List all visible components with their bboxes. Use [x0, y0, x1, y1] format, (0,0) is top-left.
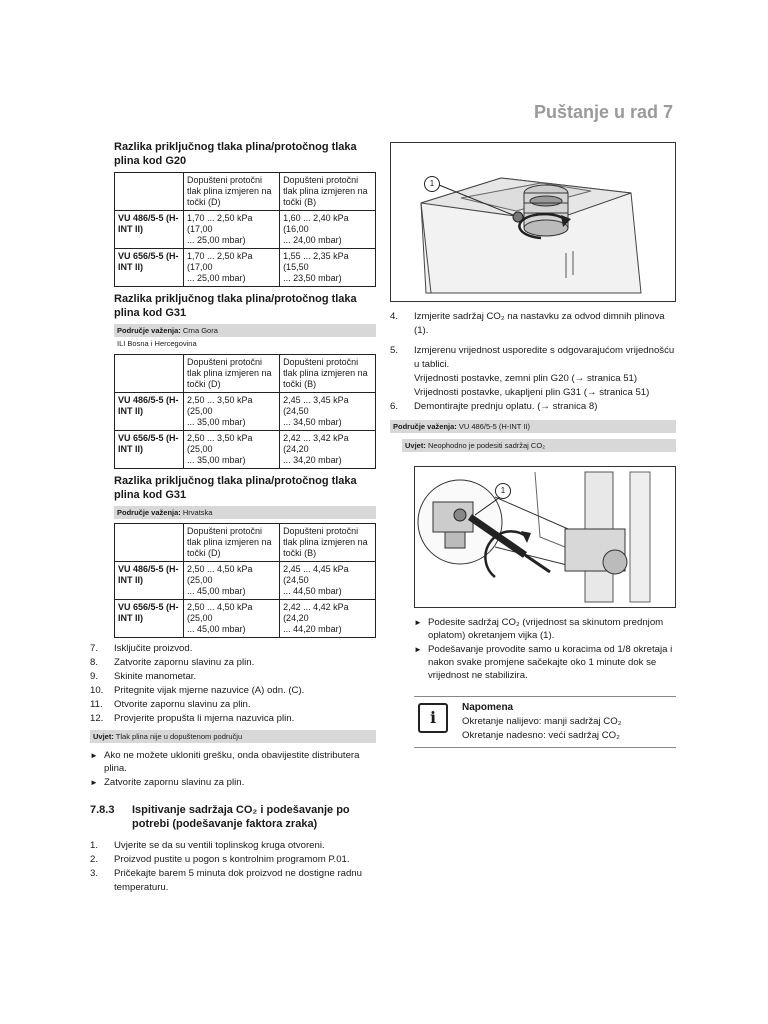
- table-corner: [115, 173, 184, 211]
- action-list: [414, 616, 676, 682]
- row-header: VU 656/5-5 (H-INT II): [115, 249, 184, 287]
- table-row: [115, 562, 376, 600]
- row-header: VU 486/5-5 (H-INT II): [115, 393, 184, 431]
- callout-marker: 1: [424, 176, 440, 192]
- note-content: [462, 701, 621, 743]
- steps-list: [390, 310, 676, 414]
- right-column: [390, 142, 676, 748]
- list-item: ► Zatvorite zapornu slavinu za plin.: [90, 777, 245, 788]
- row-header: VU 486/5-5 (H-INT II): [115, 562, 184, 600]
- list-item: 7. Isključite proizvod.: [90, 643, 193, 654]
- column-header: Dopušteni protočni tlak plina izmjeren na točki (D): [184, 173, 280, 211]
- list-item: 6. Demontirajte prednju oplatu. (→ stranica 8): [390, 401, 598, 412]
- list-item: 4. Izmjerite sadržaj CO₂ na nastavku za odvod dimnih plinova (1).: [390, 311, 665, 336]
- list-item: 5. Izmjerenu vrijednost usporedite s odgovarajućom vrijednošću u tablici. Vrijednosti postavke, zemni plin G20 (→ stranica 51) Vrijednosti postavke, ukapljeni plin G31 (→ stranica 51): [390, 345, 675, 398]
- note-title: Napomena: [462, 702, 514, 713]
- list-item: 12. Provjerite propušta li mjerna nazuvica plin.: [90, 713, 295, 724]
- column-header: Dopušteni protočni tlak plina izmjeren na točki (D): [184, 524, 280, 562]
- table-title: Razlika priključnog tlaka plina/protočnog tlaka plina kod G31: [114, 293, 357, 319]
- list-item: 9. Skinite manometar.: [90, 671, 197, 682]
- list-item: ► Podesite sadržaj CO₂ (vrijednost sa skinutom prednjom oplatom) okretanjem vijka (1).: [414, 617, 664, 641]
- list-item: 2. Proizvod pustite u pogon s kontrolnim programom P.01.: [90, 854, 350, 865]
- column-header: Dopušteni protočni tlak plina izmjeren na točki (B): [280, 355, 376, 393]
- row-header: VU 656/5-5 (H-INT II): [115, 600, 184, 638]
- triangle-bullet-icon: ►: [90, 778, 98, 787]
- triangle-bullet-icon: ►: [414, 618, 422, 627]
- action-list: [90, 749, 376, 789]
- flue-outlet-figure: [390, 142, 676, 302]
- note-box: [414, 696, 676, 748]
- triangle-bullet-icon: ►: [414, 645, 422, 654]
- left-column: [90, 140, 376, 895]
- table-cell: 2,50 ... 4,50 kPa (25,00 ... 45,00 mbar): [184, 600, 280, 638]
- table-cell: 2,50 ... 3,50 kPa (25,00 ... 35,00 mbar): [184, 431, 280, 469]
- pressure-table-g31-me-ba: [114, 354, 376, 469]
- condition-bar: Uvjet: Neophodno je podesiti sadržaj CO₂: [402, 439, 676, 452]
- note-line: Okretanje nadesno: veći sadržaj CO₂: [462, 730, 620, 741]
- row-header: VU 486/5-5 (H-INT II): [115, 211, 184, 249]
- table-cell: 2,45 ... 4,45 kPa (24,50 ... 44,50 mbar): [280, 562, 376, 600]
- table-cell: 1,70 ... 2,50 kPa (17,00 ... 25,00 mbar): [184, 211, 280, 249]
- list-item: 3. Pričekajte barem 5 minuta dok proizvod ne dostigne radnu temperaturu.: [90, 868, 362, 893]
- list-item: ► Podešavanje provodite samo u koracima od 1/8 okretaja i nakon svake promjene sačekajte oko 1 minute dok se vrijednost ne stabilizira.: [414, 644, 673, 681]
- table-cell: 2,42 ... 3,42 kPa (24,20 ... 34,20 mbar): [280, 431, 376, 469]
- table-row: [115, 431, 376, 469]
- table-row: [115, 211, 376, 249]
- section-heading: 7.8.3 Ispitivanje sadržaja CO₂ i podešavanje po potrebi (podešavanje faktora zraka): [90, 804, 350, 830]
- steps-list: [90, 642, 376, 726]
- pressure-table-g31-hr: [114, 523, 376, 638]
- list-item: 10. Pritegnite vijak mjerne nazuvice (A) odn. (C).: [90, 685, 305, 696]
- condition-bar: Uvjet: Tlak plina nije u dopuštenom području: [90, 730, 376, 743]
- table-cell: 1,55 ... 2,35 kPa (15,50 ... 23,50 mbar): [280, 249, 376, 287]
- list-item: 1. Uvjerite se da su ventili toplinskog kruga otvoreni.: [90, 840, 325, 851]
- pressure-table-g20: [114, 172, 376, 287]
- triangle-bullet-icon: ►: [90, 751, 98, 760]
- validity-bar: Područje važenja: Crna Gora: [114, 324, 376, 337]
- boiler-top-illustration: [391, 143, 675, 301]
- table-row: [115, 600, 376, 638]
- column-header: Dopušteni protočni tlak plina izmjeren na točki (B): [280, 173, 376, 211]
- list-item: ► Ako ne možete ukloniti grešku, onda obavijestite distributera plina.: [90, 750, 360, 774]
- table-title: Razlika priključnog tlaka plina/protočnog tlaka plina kod G20: [114, 141, 357, 167]
- row-header: VU 656/5-5 (H-INT II): [115, 431, 184, 469]
- table-corner: [115, 355, 184, 393]
- table-cell: 2,50 ... 4,50 kPa (25,00 ... 45,00 mbar): [184, 562, 280, 600]
- validity-bar: Područje važenja: VU 486/5-5 (H-INT II): [390, 420, 676, 433]
- gas-valve-illustration: [415, 467, 675, 607]
- validity-extra: ILI Bosna i Hercegovina: [117, 339, 197, 348]
- table-cell: 2,45 ... 3,45 kPa (24,50 ... 34,50 mbar): [280, 393, 376, 431]
- list-item: 11. Otvorite zapornu slavinu za plin.: [90, 699, 251, 710]
- table-corner: [115, 524, 184, 562]
- table-row: [115, 249, 376, 287]
- table-title: Razlika priključnog tlaka plina/protočnog tlaka plina kod G31: [114, 475, 357, 501]
- column-header: Dopušteni protočni tlak plina izmjeren na točki (B): [280, 524, 376, 562]
- column-header: Dopušteni protočni tlak plina izmjeren na točki (D): [184, 355, 280, 393]
- validity-bar: Područje važenja: Hrvatska: [114, 506, 376, 519]
- table-cell: 1,70 ... 2,50 kPa (17,00 ... 25,00 mbar): [184, 249, 280, 287]
- table-row: [115, 393, 376, 431]
- note-line: Okretanje nalijevo: manji sadržaj CO₂: [462, 716, 622, 727]
- list-item: 8. Zatvorite zapornu slavinu za plin.: [90, 657, 255, 668]
- callout-marker: 1: [495, 483, 511, 499]
- info-icon: i: [418, 703, 448, 733]
- table-cell: 2,42 ... 4,42 kPa (24,20 ... 44,20 mbar): [280, 600, 376, 638]
- gas-valve-figure: [414, 466, 676, 608]
- page-header: Puštanje u rad 7: [533, 102, 673, 122]
- steps-list: [90, 839, 376, 895]
- table-cell: 2,50 ... 3,50 kPa (25,00 ... 35,00 mbar): [184, 393, 280, 431]
- table-cell: 1,60 ... 2,40 kPa (16,00 ... 24,00 mbar): [280, 211, 376, 249]
